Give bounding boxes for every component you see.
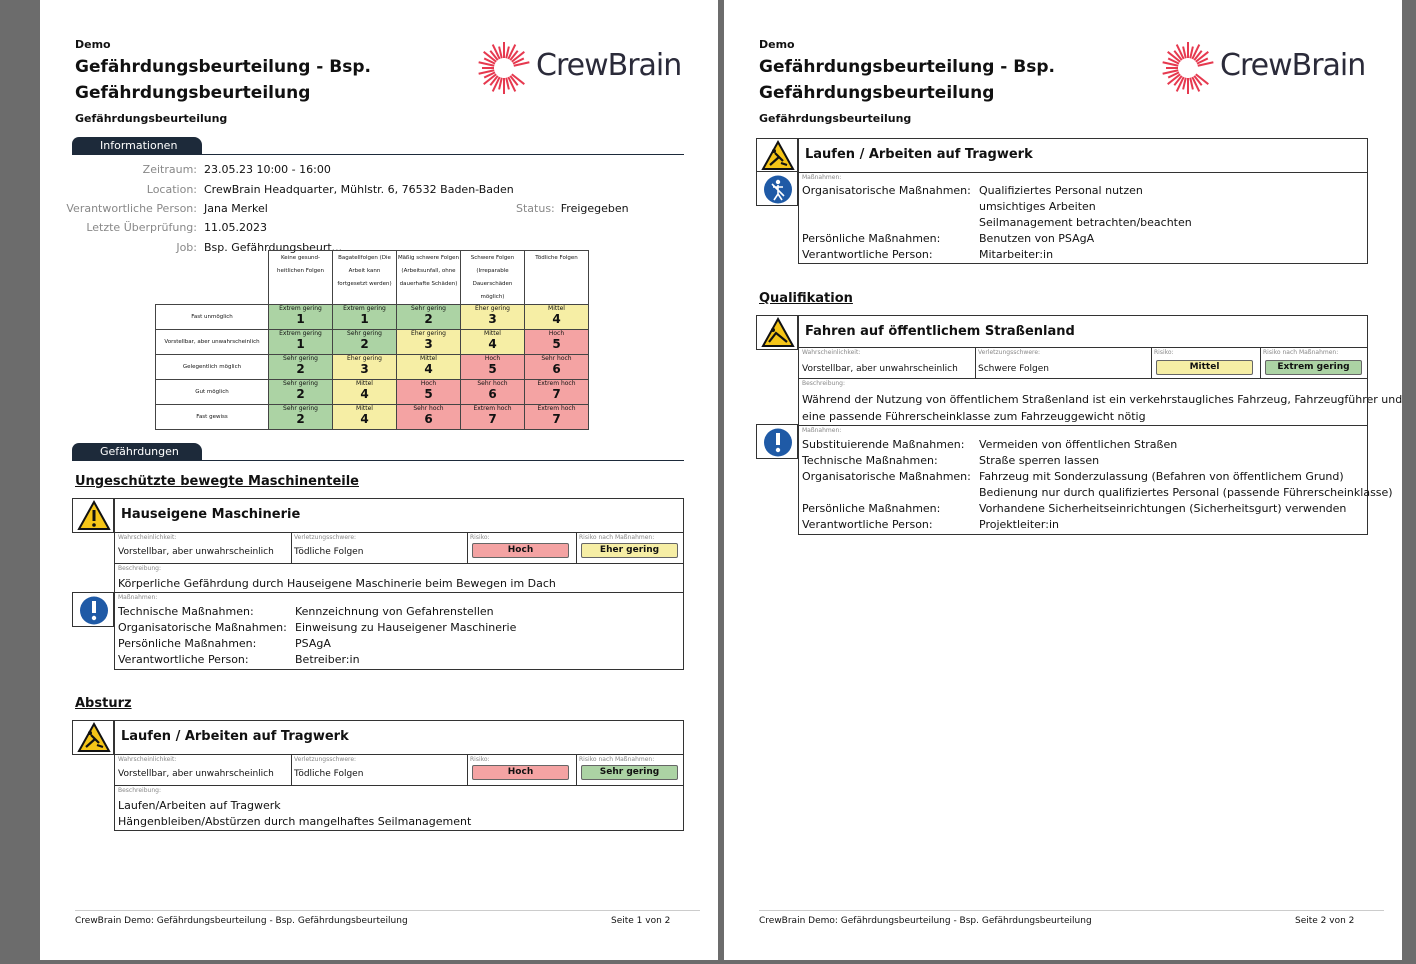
hazard-description: Laufen/Arbeiten auf Tragwerk [118,799,281,812]
risk-after-badge: Sehr gering [581,765,678,780]
wahrscheinlichkeit: Vorstellbar, aber unwahrscheinlich [118,547,274,557]
matrix-cell: Extrem hoch 7 [461,405,525,430]
matrix-col-header: Mäßig schwere Folgen (Arbeitsunfall, ohne dauerhafte Schäden) [397,251,461,305]
footer-text: CrewBrain Demo: Gefährdungsbeurteilung - Bsp. Gefährdungsbeurteilung [759,916,1092,926]
hazard-description: eine passende Führerscheinklasse zum Fahrzeuggewicht nötig [802,410,1146,423]
measure-row: Persönliche Maßnahmen: PSAgA [118,637,331,650]
risk-matrix [155,250,589,430]
hazard-title: Laufen / Arbeiten auf Tragwerk [805,147,1033,162]
matrix-cell: Sehr hoch 6 [525,355,589,380]
warning-icon [72,498,114,533]
matrix-row-label: Vorstellbar, aber unwahrscheinlich [156,330,269,355]
matrix-cell: Eher gering 3 [397,330,461,355]
matrix-cell: Extrem gering 1 [269,305,333,330]
matrix-col-header: Schwere Folgen (Irreparable Dauerschäden möglich) [461,251,525,305]
hazard-description: Körperliche Gefährdung durch Hauseigene Maschinerie beim Bewegen im Dach [118,577,556,590]
crewbrain-logo: CrewBrain [1160,36,1364,100]
info-job: Job: Bsp. Gefährdungsbeurt... [176,241,343,253]
matrix-cell: Extrem hoch 7 [525,380,589,405]
category-heading: Qualifikation [759,291,853,306]
measure-row: Verantwortliche Person: Betreiber:in [118,653,360,666]
measure-row: Technische Maßnahmen: Kennzeichnung von Gefahrenstellen [118,605,494,618]
crewbrain-logo-icon [476,36,532,100]
fall-hazard-icon [756,138,798,173]
info-person: Verantwortliche Person: Jana Merkel [66,202,268,215]
matrix-cell: Mittel 4 [333,380,397,405]
measure-row: Organisatorische Maßnahmen: Einweisung zu Hauseigener Maschinerie [118,621,517,634]
matrix-row-label: Gut möglich [156,380,269,405]
matrix-cell: Sehr hoch 6 [397,405,461,430]
fall-hazard-icon [72,720,114,755]
page-1 [40,0,718,960]
mandatory-info-icon [756,424,798,459]
matrix-row-label: Gelegentlich möglich [156,355,269,380]
matrix-col-header: Tödliche Folgen [525,251,589,305]
doc-subtitle: Gefährdungsbeurteilung [75,112,228,125]
org-name: Demo [75,38,111,51]
vehicle-warning-icon [756,315,798,350]
measure-row: Verantwortliche Person: Projektleiter:in [802,518,1059,531]
hazard-title: Hauseigene Maschinerie [121,507,301,522]
verletzungsschwere: Schwere Folgen [978,364,1049,374]
matrix-cell: Sehr gering 2 [269,355,333,380]
footer-text: CrewBrain Demo: Gefährdungsbeurteilung - Bsp. Gefährdungsbeurteilung [75,916,408,926]
verletzungsschwere: Tödliche Folgen [294,547,364,557]
matrix-cell: Mittel 4 [397,355,461,380]
doc-title: Gefährdungsbeurteilung - Bsp. Gefährdungsbeurteilung [75,57,371,103]
hazard-title: Laufen / Arbeiten auf Tragwerk [121,729,349,744]
measure-row: Substituierende Maßnahmen: Vermeiden von öffentlichen Straßen [802,438,1178,451]
org-name: Demo [759,38,795,51]
matrix-cell: Sehr gering 2 [397,305,461,330]
page-number: Seite 2 von 2 [1295,916,1355,926]
matrix-cell: Extrem gering 1 [333,305,397,330]
matrix-cell: Sehr gering 2 [269,405,333,430]
harness-mandatory-icon [756,171,798,206]
hazard-card-strassenland: Fahren auf öffentlichem Straßenland Wahrscheinlichkeit: Verletzungsschwere: Risiko: Risiko nach Maßnahmen: Vorstellbar, aber unwahrscheinlich Schwere Folgen Mittel Extrem gering Beschreibung: Während der Nutzung von öffentlichem Straßenland ist ein verkehrstaugliches Fahrzeug, Fahrzeugführer und eine passende Führerscheinklasse zum Fahrzeuggewicht nötig Maßnahmen: Substituierende Maßnahmen: Vermeiden von öffentlichen Straßen Technische Maßnahmen: Straße sperren lassen Organisatorische Maßnahmen: Fahrzeug mit Sonderzulassung (Befahren von öffentlichem Grund) Bedienung nur durch qualifiziertes Personal (passende Führerscheinklasse) Persönliche Maßnahmen: Vorhandene Sicherheitseinrichtungen (Sicherheitsgurt) verwenden Verantwortliche Person: Projektleiter:in [798,315,1368,535]
section-informationen: Informationen [72,137,684,155]
matrix-cell: Mittel 4 [333,405,397,430]
measure-row: Bedienung nur durch qualifiziertes Personal (passende Führerscheinklasse) [979,486,1393,499]
matrix-cell: Eher gering 3 [461,305,525,330]
measure-row: Persönliche Maßnahmen: Vorhandene Sicherheitseinrichtungen (Sicherheitsgurt) verwenden [802,502,1347,515]
section-gefaehrdungen: Gefährdungen [72,443,684,461]
hazard-card-tragwerk-measures: Laufen / Arbeiten auf Tragwerk Maßnahmen: Organisatorische Maßnahmen: Qualifiziertes Personal nutzen umsichtiges Arbeiten Seilmanagement betrachten/beachten Persönliche Maßnahmen: Benutzen von PSAgA Verantwortliche Person: Mitarbeiter:in [798,138,1368,264]
crewbrain-logo: CrewBrain [476,36,680,100]
matrix-row-label: Fast gewiss [156,405,269,430]
crewbrain-logo-icon [1160,36,1216,100]
hazard-card-hauseigene-maschinerie: Hauseigene Maschinerie Wahrscheinlichkeit: Verletzungsschwere: Risiko: Risiko nach Maßnahmen: Vorstellbar, aber unwahrscheinlich Tödliche Folgen Hoch Eher gering Beschreibung: Körperliche Gefährdung durch Hauseigene Maschinerie beim Bewegen im Dach Maßnahmen: Technische Maßnahmen: Kennzeichnung von Gefahrenstellen Organisatorische Maßnahmen: Einweisung zu Hauseigener Maschinerie Persönliche Maßnahmen: PSAgA Verantwortliche Person: Betreiber:in [114,498,684,670]
matrix-cell: Extrem gering 1 [269,330,333,355]
measure-row: Persönliche Maßnahmen: Benutzen von PSAgA [802,232,1095,245]
category-heading: Absturz [75,696,132,711]
wahrscheinlichkeit: Vorstellbar, aber unwahrscheinlich [118,769,274,779]
matrix-col-header: Keine gesund-heitlichen Folgen [269,251,333,305]
info-location: Location: CrewBrain Headquarter, Mühlstr. 6, 76532 Baden-Baden [146,183,514,196]
matrix-cell: Sehr gering 2 [333,330,397,355]
hazard-title: Fahren auf öffentlichem Straßenland [805,324,1075,339]
measure-row: Organisatorische Maßnahmen: Fahrzeug mit Sonderzulassung (Befahren von öffentlichem Grund) [802,470,1344,483]
matrix-cell: Sehr gering 2 [269,380,333,405]
matrix-cell: Hoch 5 [461,355,525,380]
doc-title: Gefährdungsbeurteilung - Bsp. Gefährdungsbeurteilung [759,57,1055,103]
matrix-cell: Mittel 4 [461,330,525,355]
matrix-row-label: Fast unmöglich [156,305,269,330]
info-zeitraum: Zeitraum: 23.05.23 10:00 - 16:00 [142,163,331,176]
doc-subtitle: Gefährdungsbeurteilung [759,112,912,125]
matrix-cell: Eher gering 3 [333,355,397,380]
matrix-col-header: Bagatellfolgen (Die Arbeit kann fortgesetzt werden) [333,251,397,305]
hazard-description: Hängenbleiben/Abstürzen durch mangelhaftes Seilmanagement [118,815,472,828]
risk-after-badge: Extrem gering [1265,360,1362,375]
measure-row: Verantwortliche Person: Mitarbeiter:in [802,248,1054,261]
matrix-cell: Hoch 5 [525,330,589,355]
risk-badge: Mittel [1156,360,1253,375]
measure-row: umsichtiges Arbeiten [979,200,1096,213]
measure-row: Technische Maßnahmen: Straße sperren lassen [802,454,1100,467]
matrix-cell: Mittel 4 [525,305,589,330]
verletzungsschwere: Tödliche Folgen [294,769,364,779]
page-number: Seite 1 von 2 [611,916,671,926]
risk-badge: Hoch [472,765,569,780]
hazard-card-tragwerk: Laufen / Arbeiten auf Tragwerk Wahrscheinlichkeit: Verletzungsschwere: Risiko: Risiko nach Maßnahmen: Vorstellbar, aber unwahrscheinlich Tödliche Folgen Hoch Sehr gering Beschreibung: Laufen/Arbeiten auf Tragwerk Hängenbleiben/Abstürzen durch mangelhaftes Seilmanagement [114,720,684,831]
category-heading: Ungeschützte bewegte Maschinenteile [75,474,359,489]
measure-row: Seilmanagement betrachten/beachten [979,216,1192,229]
matrix-cell: Hoch 5 [397,380,461,405]
hazard-description: Während der Nutzung von öffentlichem Straßenland ist ein verkehrstaugliches Fahrzeug, Fahrzeugführer und [802,393,1403,406]
mandatory-info-icon [72,592,114,627]
risk-after-badge: Eher gering [581,543,678,558]
measure-row: Organisatorische Maßnahmen: Qualifiziertes Personal nutzen [802,184,1143,197]
info-status: Status: Freigegeben [516,202,629,215]
page-2 [724,0,1402,960]
wahrscheinlichkeit: Vorstellbar, aber unwahrscheinlich [802,364,958,374]
risk-badge: Hoch [472,543,569,558]
matrix-cell: Sehr hoch 6 [461,380,525,405]
info-check: Letzte Überprüfung: 11.05.2023 [86,221,267,234]
matrix-cell: Extrem hoch 7 [525,405,589,430]
